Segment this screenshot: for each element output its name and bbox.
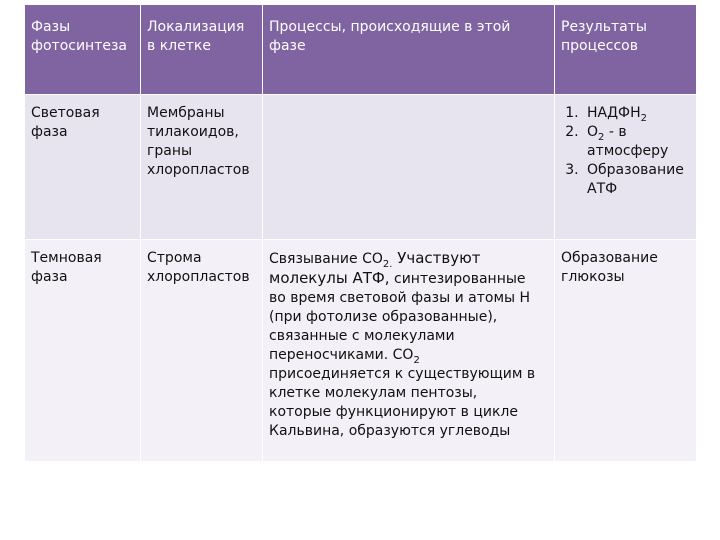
result-item: 2. $О_2$ - в атмосферу	[583, 123, 690, 161]
cell-dark-process: Связывание $CO_{2.}$ Участвуют молекулы АТФ, синтезированные во время световой фазы и атомы Н (при фотолизе образованные), связанные с молекулами переносчиками. $CO_2$ присоединяется к существующим в клетке молекулам пентозы, которые функционируют в цикле Кальвина, образуются углеводы	[263, 240, 555, 462]
header-row	[25, 5, 697, 95]
header-location: Локализация в клетке	[141, 5, 263, 95]
result-item: 3. Образование АТФ	[583, 161, 690, 199]
header-processes: Процессы, происходящие в этой фазе	[263, 5, 555, 95]
row-light-phase	[25, 95, 697, 240]
cell-light-location: Мембраны тилакоидов, граны хлоропластов	[141, 95, 263, 240]
cell-light-results	[555, 95, 697, 240]
header-results: Результаты процессов	[555, 5, 697, 95]
photosynthesis-table	[24, 4, 697, 462]
header-phases: Фазы фотосинтеза	[25, 5, 141, 95]
result-item: 1. $НАДФН_2$	[583, 104, 690, 123]
cell-dark-results: Образование глюкозы	[555, 240, 697, 462]
cell-light-process	[263, 95, 555, 240]
cell-dark-phase: Темновая фаза	[25, 240, 141, 462]
cell-light-phase: Световая фаза	[25, 95, 141, 240]
row-dark-phase	[25, 240, 697, 462]
cell-dark-location: Строма хлоропластов	[141, 240, 263, 462]
light-results-list	[561, 104, 690, 199]
